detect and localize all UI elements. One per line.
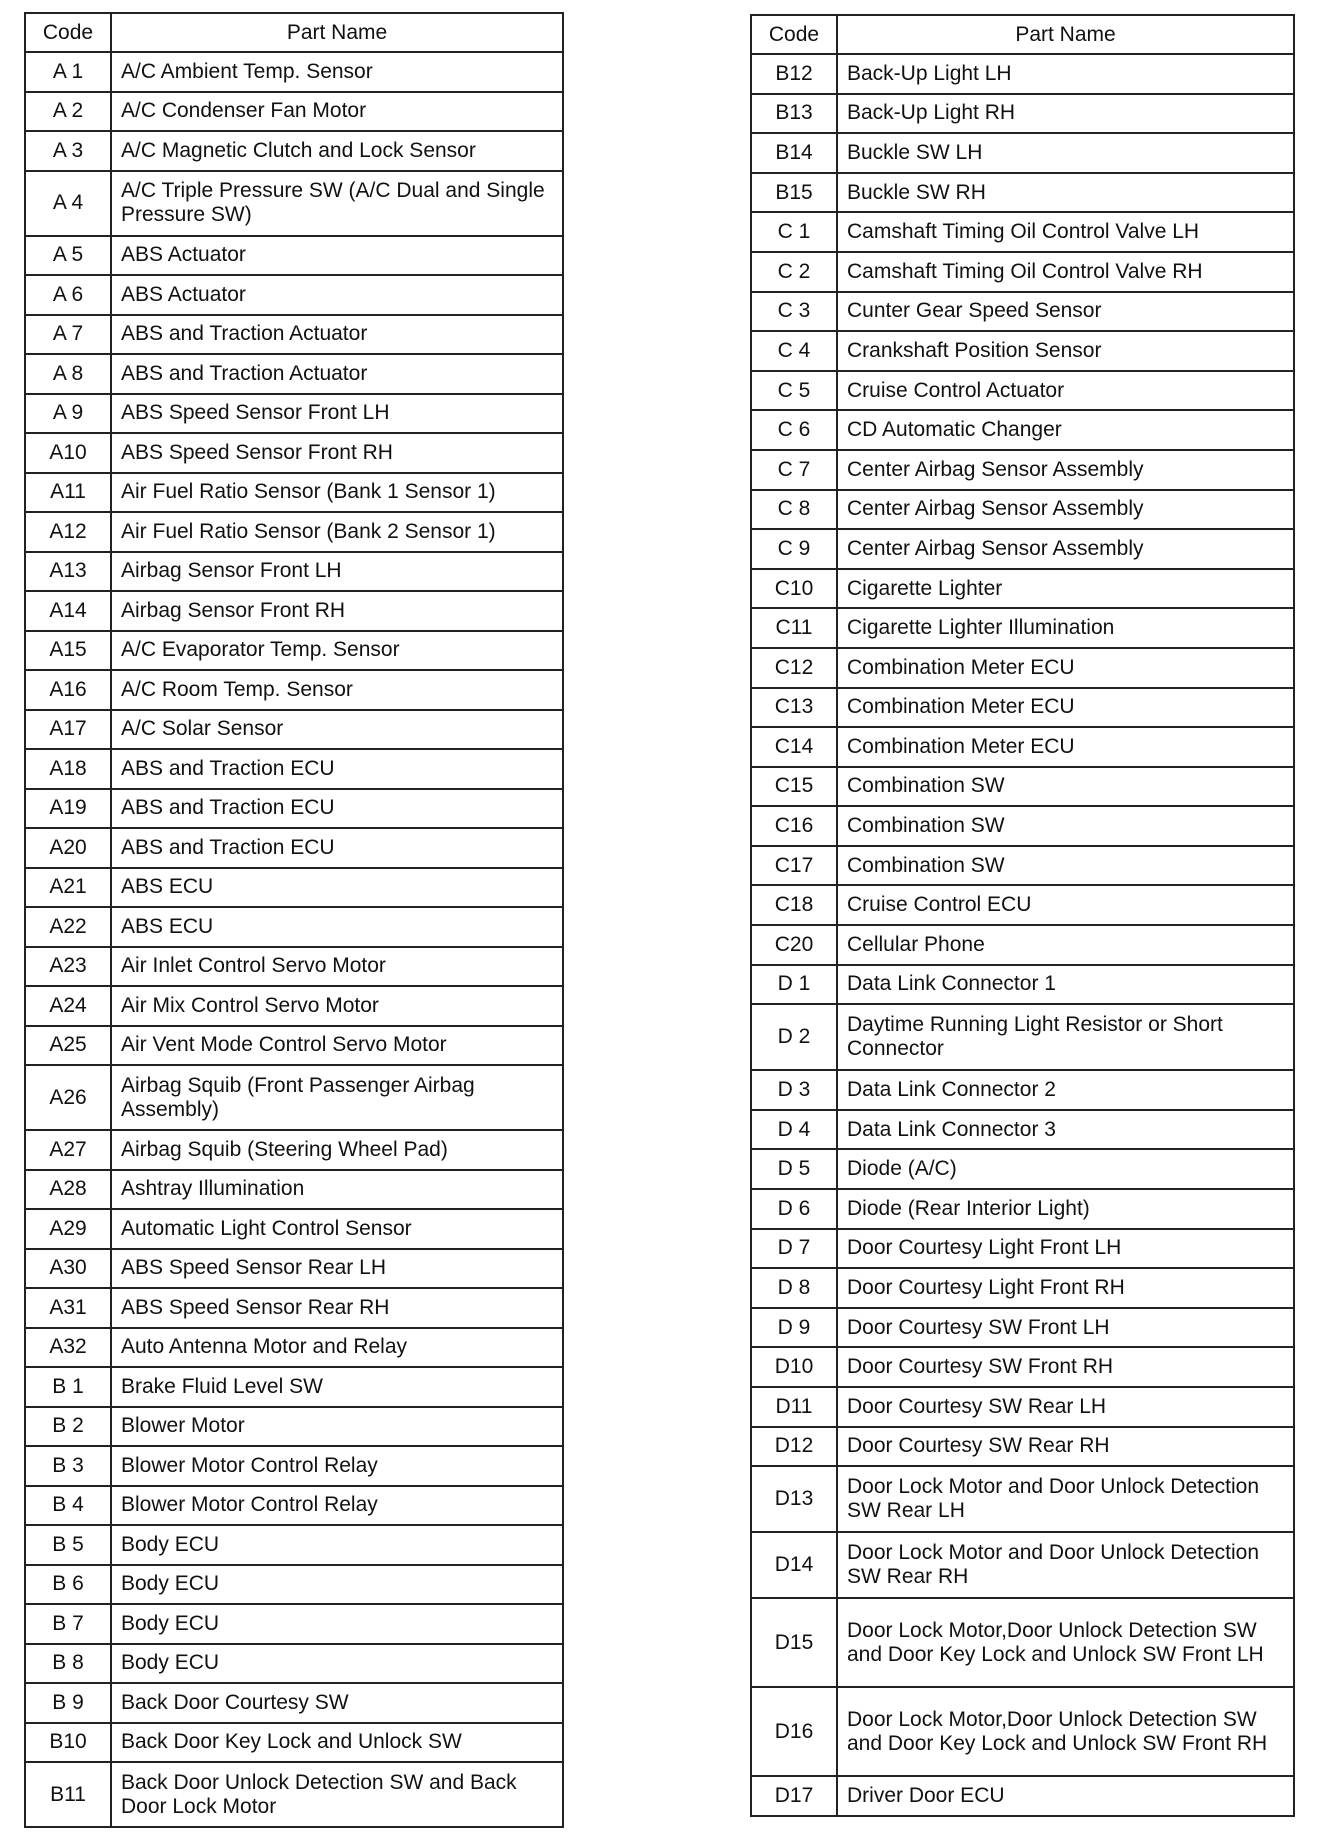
table-row <box>25 552 563 592</box>
table-row <box>25 171 563 236</box>
part-code-cell: A 7 <box>25 315 111 355</box>
part-code-cell: B12 <box>751 54 837 94</box>
table-row <box>25 1683 563 1723</box>
table-row <box>751 410 1294 450</box>
part-name-cell: Cigarette Lighter Illumination <box>837 608 1294 648</box>
part-code-cell: D16 <box>751 1687 837 1776</box>
table-row <box>25 1525 563 1565</box>
part-name-cell: ABS and Traction ECU <box>111 789 563 829</box>
part-code-cell: D 8 <box>751 1268 837 1308</box>
part-code-cell: C 2 <box>751 252 837 292</box>
part-code-cell: C 8 <box>751 490 837 530</box>
part-code-cell: A 9 <box>25 394 111 434</box>
table-row <box>751 1189 1294 1229</box>
table-row <box>751 1466 1294 1532</box>
part-name-cell: Diode (A/C) <box>837 1149 1294 1189</box>
table-row <box>751 569 1294 609</box>
part-name-cell: A/C Evaporator Temp. Sensor <box>111 631 563 671</box>
part-code-cell: D10 <box>751 1347 837 1387</box>
part-name-cell: Combination SW <box>837 806 1294 846</box>
part-name-cell: Combination SW <box>837 846 1294 886</box>
part-code-cell: A16 <box>25 670 111 710</box>
part-name-cell: Blower Motor Control Relay <box>111 1446 563 1486</box>
part-name-cell: Automatic Light Control Sensor <box>111 1209 563 1249</box>
part-name-cell: Back Door Key Lock and Unlock SW <box>111 1723 563 1763</box>
part-code-cell: C18 <box>751 885 837 925</box>
part-name-cell: Back-Up Light RH <box>837 94 1294 134</box>
part-code-cell: D 6 <box>751 1189 837 1229</box>
part-code-cell: D 1 <box>751 965 837 1005</box>
table-row <box>751 727 1294 767</box>
part-name-cell: Body ECU <box>111 1644 563 1684</box>
part-name-cell: Air Mix Control Servo Motor <box>111 986 563 1026</box>
table-row <box>25 131 563 171</box>
part-code-cell: C11 <box>751 608 837 648</box>
part-code-cell: A 3 <box>25 131 111 171</box>
table-row <box>751 1229 1294 1269</box>
table-row <box>751 1687 1294 1776</box>
table-row <box>751 648 1294 688</box>
table-row <box>25 473 563 513</box>
part-code-cell: A30 <box>25 1249 111 1289</box>
part-name-cell: Center Airbag Sensor Assembly <box>837 450 1294 490</box>
part-name-cell: ABS Actuator <box>111 275 563 315</box>
part-name-cell: Airbag Sensor Front RH <box>111 591 563 631</box>
table-row <box>751 1598 1294 1687</box>
part-code-cell: A 1 <box>25 52 111 92</box>
part-code-cell: D 3 <box>751 1070 837 1110</box>
part-code-cell: D 2 <box>751 1004 837 1070</box>
part-code-cell: D17 <box>751 1776 837 1816</box>
part-code-cell: B 5 <box>25 1525 111 1565</box>
table-row <box>751 173 1294 213</box>
table-row <box>25 1407 563 1447</box>
part-code-cell: A28 <box>25 1170 111 1210</box>
part-name-cell: Brake Fluid Level SW <box>111 1367 563 1407</box>
table-row <box>25 394 563 434</box>
part-code-cell: B13 <box>751 94 837 134</box>
part-name-cell: Buckle SW LH <box>837 133 1294 173</box>
part-name-cell: Cigarette Lighter <box>837 569 1294 609</box>
table-row <box>751 846 1294 886</box>
part-code-cell: B14 <box>751 133 837 173</box>
table-row <box>751 1387 1294 1427</box>
part-code-cell: A20 <box>25 828 111 868</box>
part-code-cell: A 8 <box>25 354 111 394</box>
table-row <box>25 1288 563 1328</box>
header-row <box>751 15 1294 54</box>
part-code-cell: D 9 <box>751 1308 837 1348</box>
table-row <box>25 710 563 750</box>
table-row <box>25 907 563 947</box>
part-name-cell: Center Airbag Sensor Assembly <box>837 529 1294 569</box>
parts-table-left <box>24 12 564 1828</box>
part-name-cell: Crankshaft Position Sensor <box>837 331 1294 371</box>
table-row <box>25 433 563 473</box>
part-name-cell: Airbag Squib (Front Passenger Airbag Assembly) <box>111 1065 563 1130</box>
part-name-cell: CD Automatic Changer <box>837 410 1294 450</box>
table-row <box>751 1004 1294 1070</box>
part-code-cell: C 1 <box>751 212 837 252</box>
header-row <box>25 13 563 52</box>
table-row <box>751 490 1294 530</box>
part-code-cell: A17 <box>25 710 111 750</box>
part-code-cell: A29 <box>25 1209 111 1249</box>
part-name-cell: Airbag Sensor Front LH <box>111 552 563 592</box>
part-code-cell: C20 <box>751 925 837 965</box>
part-code-cell: A13 <box>25 552 111 592</box>
part-code-cell: B 8 <box>25 1644 111 1684</box>
part-name-cell: ABS ECU <box>111 907 563 947</box>
part-code-cell: D12 <box>751 1427 837 1467</box>
part-name-column-header: Part Name <box>111 13 563 52</box>
part-code-cell: D15 <box>751 1598 837 1687</box>
part-name-cell: Door Lock Motor and Door Unlock Detection SW Rear RH <box>837 1532 1294 1598</box>
part-name-cell: Door Courtesy SW Rear RH <box>837 1427 1294 1467</box>
table-row <box>751 54 1294 94</box>
part-name-cell: Door Courtesy SW Front RH <box>837 1347 1294 1387</box>
part-code-cell: D11 <box>751 1387 837 1427</box>
part-name-cell: ABS Speed Sensor Front LH <box>111 394 563 434</box>
part-code-cell: A22 <box>25 907 111 947</box>
part-code-cell: C10 <box>751 569 837 609</box>
table-row <box>25 92 563 132</box>
part-name-cell: Data Link Connector 2 <box>837 1070 1294 1110</box>
table-row <box>751 94 1294 134</box>
table-row <box>25 1170 563 1210</box>
part-code-cell: A 4 <box>25 171 111 236</box>
table-row <box>751 529 1294 569</box>
part-name-cell: Camshaft Timing Oil Control Valve RH <box>837 252 1294 292</box>
part-code-cell: B 3 <box>25 1446 111 1486</box>
part-name-cell: Cruise Control ECU <box>837 885 1294 925</box>
table-row <box>25 868 563 908</box>
table-row <box>25 1209 563 1249</box>
table-row <box>751 450 1294 490</box>
part-code-cell: B 9 <box>25 1683 111 1723</box>
part-code-cell: C15 <box>751 767 837 807</box>
part-code-cell: C17 <box>751 846 837 886</box>
part-name-cell: Airbag Squib (Steering Wheel Pad) <box>111 1130 563 1170</box>
part-code-cell: C12 <box>751 648 837 688</box>
part-code-cell: B11 <box>25 1762 111 1827</box>
table-row <box>25 354 563 394</box>
part-name-cell: Diode (Rear Interior Light) <box>837 1189 1294 1229</box>
table-row <box>25 512 563 552</box>
part-code-cell: A32 <box>25 1328 111 1368</box>
part-name-cell: Combination Meter ECU <box>837 688 1294 728</box>
part-code-cell: A 2 <box>25 92 111 132</box>
part-name-cell: ABS and Traction Actuator <box>111 315 563 355</box>
table-row <box>25 1446 563 1486</box>
table-row <box>25 1565 563 1605</box>
part-code-cell: B 7 <box>25 1604 111 1644</box>
part-code-cell: C 5 <box>751 371 837 411</box>
part-code-cell: C 9 <box>751 529 837 569</box>
part-code-cell: B 2 <box>25 1407 111 1447</box>
part-name-cell: Blower Motor <box>111 1407 563 1447</box>
part-name-cell: ABS Speed Sensor Rear LH <box>111 1249 563 1289</box>
part-name-cell: Back Door Unlock Detection SW and Back Door Lock Motor <box>111 1762 563 1827</box>
table-row <box>25 1026 563 1066</box>
part-name-cell: ABS Speed Sensor Front RH <box>111 433 563 473</box>
part-name-cell: Air Vent Mode Control Servo Motor <box>111 1026 563 1066</box>
table-row <box>751 1149 1294 1189</box>
table-row <box>25 749 563 789</box>
part-code-cell: C 6 <box>751 410 837 450</box>
part-name-cell: Body ECU <box>111 1565 563 1605</box>
table-row <box>751 1427 1294 1467</box>
table-row <box>25 1723 563 1763</box>
table-row <box>751 806 1294 846</box>
part-name-cell: Body ECU <box>111 1525 563 1565</box>
table-row <box>25 631 563 671</box>
part-name-cell: Cunter Gear Speed Sensor <box>837 292 1294 332</box>
part-name-cell: Back-Up Light LH <box>837 54 1294 94</box>
part-name-cell: Cellular Phone <box>837 925 1294 965</box>
table-row <box>751 133 1294 173</box>
part-code-cell: A 5 <box>25 236 111 276</box>
part-code-cell: D 7 <box>751 1229 837 1269</box>
part-code-cell: D 5 <box>751 1149 837 1189</box>
table-row <box>25 591 563 631</box>
part-name-cell: Door Lock Motor and Door Unlock Detection SW Rear LH <box>837 1466 1294 1532</box>
table-row <box>25 275 563 315</box>
part-code-cell: C13 <box>751 688 837 728</box>
code-column-header: Code <box>751 15 837 54</box>
table-row <box>751 925 1294 965</box>
part-name-cell: Body ECU <box>111 1604 563 1644</box>
table-row <box>25 947 563 987</box>
part-name-cell: Door Courtesy Light Front RH <box>837 1268 1294 1308</box>
table-row <box>25 236 563 276</box>
part-code-cell: A31 <box>25 1288 111 1328</box>
part-name-cell: A/C Condenser Fan Motor <box>111 92 563 132</box>
part-code-cell: C16 <box>751 806 837 846</box>
part-name-cell: ABS Actuator <box>111 236 563 276</box>
part-code-cell: C 4 <box>751 331 837 371</box>
table-row <box>751 1110 1294 1150</box>
part-code-cell: A23 <box>25 947 111 987</box>
part-name-cell: ABS and Traction Actuator <box>111 354 563 394</box>
part-code-cell: A 6 <box>25 275 111 315</box>
table-row <box>25 1644 563 1684</box>
part-name-cell: A/C Magnetic Clutch and Lock Sensor <box>111 131 563 171</box>
part-code-cell: A11 <box>25 473 111 513</box>
part-name-cell: Driver Door ECU <box>837 1776 1294 1816</box>
table-row <box>25 1328 563 1368</box>
table-row <box>25 789 563 829</box>
table-row <box>25 1249 563 1289</box>
part-code-cell: A26 <box>25 1065 111 1130</box>
part-code-cell: A14 <box>25 591 111 631</box>
part-name-cell: Ashtray Illumination <box>111 1170 563 1210</box>
table-row <box>25 670 563 710</box>
table-row <box>751 1070 1294 1110</box>
part-name-cell: Data Link Connector 3 <box>837 1110 1294 1150</box>
table-row <box>751 1347 1294 1387</box>
part-name-cell: ABS and Traction ECU <box>111 749 563 789</box>
table-row <box>751 212 1294 252</box>
part-code-cell: A24 <box>25 986 111 1026</box>
table-row <box>25 52 563 92</box>
part-name-column-header: Part Name <box>837 15 1294 54</box>
table-row <box>25 1130 563 1170</box>
part-name-cell: Combination SW <box>837 767 1294 807</box>
part-name-cell: ABS ECU <box>111 868 563 908</box>
part-name-cell: ABS and Traction ECU <box>111 828 563 868</box>
part-name-cell: Camshaft Timing Oil Control Valve LH <box>837 212 1294 252</box>
part-code-cell: A27 <box>25 1130 111 1170</box>
table-row <box>751 292 1294 332</box>
part-code-cell: A15 <box>25 631 111 671</box>
table-row <box>25 315 563 355</box>
table-row <box>25 1762 563 1827</box>
part-code-cell: B15 <box>751 173 837 213</box>
parts-table-right <box>750 14 1295 1817</box>
table-row <box>751 965 1294 1005</box>
part-name-cell: A/C Solar Sensor <box>111 710 563 750</box>
part-name-cell: A/C Room Temp. Sensor <box>111 670 563 710</box>
part-name-cell: Blower Motor Control Relay <box>111 1486 563 1526</box>
part-code-cell: B 4 <box>25 1486 111 1526</box>
table-row <box>25 986 563 1026</box>
part-name-cell: Combination Meter ECU <box>837 727 1294 767</box>
code-column-header: Code <box>25 13 111 52</box>
part-name-cell: Door Courtesy Light Front LH <box>837 1229 1294 1269</box>
table-row <box>751 371 1294 411</box>
table-row <box>751 767 1294 807</box>
table-row <box>25 1486 563 1526</box>
part-name-cell: Auto Antenna Motor and Relay <box>111 1328 563 1368</box>
part-name-cell: Buckle SW RH <box>837 173 1294 213</box>
part-name-cell: Data Link Connector 1 <box>837 965 1294 1005</box>
part-name-cell: A/C Ambient Temp. Sensor <box>111 52 563 92</box>
table-row <box>751 1308 1294 1348</box>
part-name-cell: Door Lock Motor,Door Unlock Detection SW and Door Key Lock and Unlock SW Front RH <box>837 1687 1294 1776</box>
part-code-cell: B 6 <box>25 1565 111 1605</box>
part-name-cell: Cruise Control Actuator <box>837 371 1294 411</box>
part-name-cell: Daytime Running Light Resistor or Short Connector <box>837 1004 1294 1070</box>
table-row <box>25 828 563 868</box>
part-name-cell: ABS Speed Sensor Rear RH <box>111 1288 563 1328</box>
table-row <box>751 331 1294 371</box>
table-row <box>751 885 1294 925</box>
part-code-cell: B 1 <box>25 1367 111 1407</box>
part-name-cell: Air Fuel Ratio Sensor (Bank 2 Sensor 1) <box>111 512 563 552</box>
table-row <box>751 1268 1294 1308</box>
part-code-cell: C 7 <box>751 450 837 490</box>
table-row <box>25 1367 563 1407</box>
table-row <box>751 252 1294 292</box>
part-code-cell: D 4 <box>751 1110 837 1150</box>
part-code-cell: C 3 <box>751 292 837 332</box>
table-row <box>751 1532 1294 1598</box>
table-row <box>751 1776 1294 1816</box>
table-row <box>751 608 1294 648</box>
part-code-cell: A19 <box>25 789 111 829</box>
part-name-cell: Air Inlet Control Servo Motor <box>111 947 563 987</box>
part-name-cell: Back Door Courtesy SW <box>111 1683 563 1723</box>
table-row <box>25 1604 563 1644</box>
part-code-cell: A18 <box>25 749 111 789</box>
part-code-cell: A12 <box>25 512 111 552</box>
part-code-cell: B10 <box>25 1723 111 1763</box>
part-name-cell: A/C Triple Pressure SW (A/C Dual and Single Pressure SW) <box>111 171 563 236</box>
part-name-cell: Combination Meter ECU <box>837 648 1294 688</box>
part-name-cell: Air Fuel Ratio Sensor (Bank 1 Sensor 1) <box>111 473 563 513</box>
table-row <box>25 1065 563 1130</box>
part-code-cell: A21 <box>25 868 111 908</box>
part-name-cell: Center Airbag Sensor Assembly <box>837 490 1294 530</box>
part-code-cell: C14 <box>751 727 837 767</box>
part-code-cell: A10 <box>25 433 111 473</box>
part-name-cell: Door Courtesy SW Rear LH <box>837 1387 1294 1427</box>
part-code-cell: D14 <box>751 1532 837 1598</box>
part-code-cell: D13 <box>751 1466 837 1532</box>
table-row <box>751 688 1294 728</box>
part-code-cell: A25 <box>25 1026 111 1066</box>
part-name-cell: Door Courtesy SW Front LH <box>837 1308 1294 1348</box>
part-name-cell: Door Lock Motor,Door Unlock Detection SW and Door Key Lock and Unlock SW Front LH <box>837 1598 1294 1687</box>
